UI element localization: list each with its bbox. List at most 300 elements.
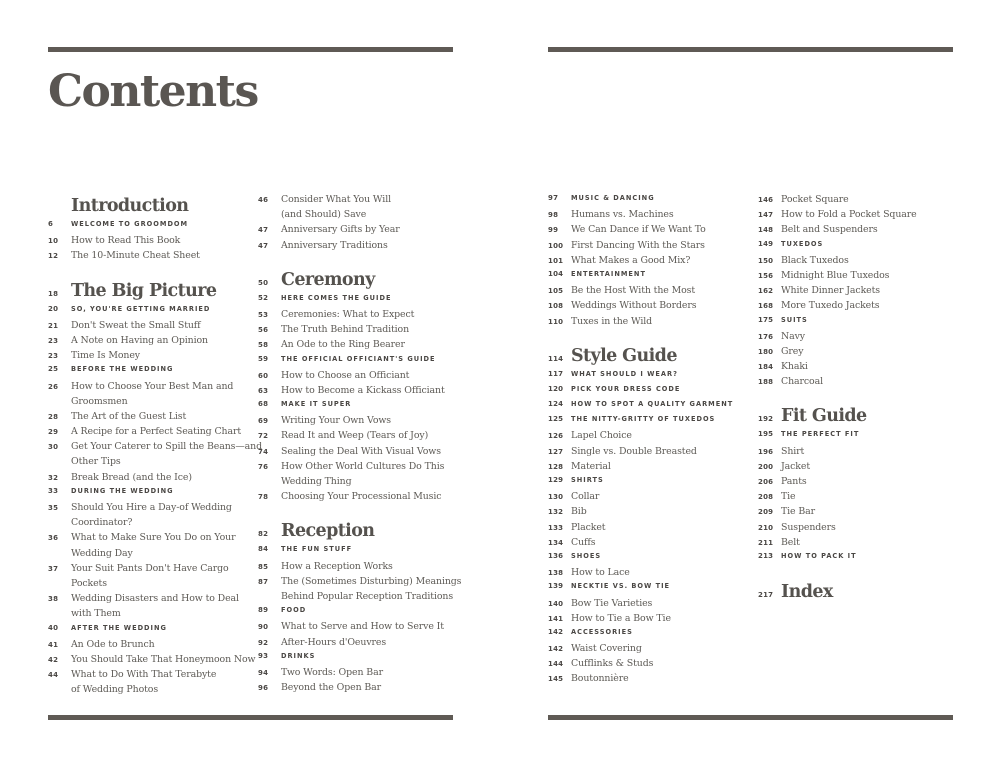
entry-title: HERE COMES THE GUIDE bbox=[281, 293, 392, 302]
entry-title: Boutonnière bbox=[571, 673, 629, 685]
page-number: 25 bbox=[48, 365, 59, 374]
page-number: 132 bbox=[548, 508, 564, 517]
toc-entry[interactable] bbox=[758, 461, 958, 476]
toc-entry[interactable] bbox=[258, 621, 458, 636]
entry-title: Navy bbox=[781, 330, 805, 342]
page-number: 105 bbox=[548, 287, 564, 296]
entry-title: PICK YOUR DRESS CODE bbox=[571, 384, 681, 393]
toc-entry[interactable] bbox=[548, 209, 748, 224]
page-number: 29 bbox=[48, 428, 59, 437]
entry-title: Suspenders bbox=[781, 521, 836, 533]
page-number: 6 bbox=[48, 220, 54, 228]
entry-title-continued: with Them bbox=[71, 608, 121, 620]
entry-title: Humans vs. Machines bbox=[571, 209, 674, 221]
toc-column-2 bbox=[258, 194, 462, 697]
toc-entry[interactable] bbox=[48, 669, 248, 684]
entry-title: Bib bbox=[571, 506, 587, 518]
page-number: 60 bbox=[258, 371, 269, 380]
entry-title: FOOD bbox=[281, 606, 307, 615]
toc-entry[interactable] bbox=[548, 598, 748, 613]
section-spacer bbox=[758, 567, 958, 582]
entry-title: NECKTIE VS. BOW TIE bbox=[571, 582, 671, 591]
page-number: 208 bbox=[758, 493, 774, 502]
entry-title: Pants bbox=[781, 476, 807, 487]
toc-entry[interactable] bbox=[258, 240, 458, 255]
toc-entry[interactable] bbox=[758, 255, 958, 270]
entry-title: Tuxes in the Wild bbox=[571, 315, 653, 327]
toc-entry[interactable] bbox=[48, 563, 248, 578]
toc-entry[interactable] bbox=[258, 415, 458, 430]
entry-title: Weddings Without Borders bbox=[571, 300, 697, 312]
page-number: 146 bbox=[758, 196, 774, 204]
page-number: 211 bbox=[758, 538, 774, 547]
toc-entry[interactable] bbox=[758, 209, 958, 224]
page-number: 38 bbox=[48, 595, 59, 604]
page-number: 114 bbox=[548, 354, 564, 363]
toc-entry[interactable] bbox=[548, 613, 748, 628]
entry-title: The (Sometimes Disturbing) Meanings bbox=[281, 575, 462, 587]
page-number: 23 bbox=[48, 352, 59, 361]
subsection-entry[interactable] bbox=[758, 552, 958, 567]
toc-entry[interactable] bbox=[48, 320, 248, 335]
toc-column-3 bbox=[548, 194, 748, 689]
section-title: Fit Guide bbox=[781, 406, 867, 427]
toc-entry[interactable] bbox=[548, 643, 748, 658]
subsection-entry[interactable] bbox=[548, 415, 748, 430]
toc-entry-continuation[interactable] bbox=[48, 548, 248, 563]
page-number: 184 bbox=[758, 363, 774, 372]
page-number: 149 bbox=[758, 239, 774, 248]
entry-title: A Note on Having an Opinion bbox=[71, 334, 208, 346]
page-number: 141 bbox=[548, 614, 564, 623]
toc-entry[interactable] bbox=[548, 240, 748, 255]
page-title: Contents bbox=[48, 66, 258, 117]
entry-title: Belt bbox=[781, 536, 800, 548]
page-number: 36 bbox=[48, 534, 59, 543]
entry-title: How to Lace bbox=[571, 567, 630, 579]
section-spacer bbox=[258, 255, 458, 270]
entry-title: First Dancing With the Stars bbox=[571, 239, 705, 251]
page-number: 47 bbox=[258, 241, 269, 250]
page-number: 96 bbox=[258, 684, 269, 693]
toc-entry[interactable] bbox=[258, 491, 458, 506]
entry-title: SUITS bbox=[781, 315, 808, 324]
page-number: 92 bbox=[258, 638, 269, 647]
section-spacer bbox=[758, 391, 958, 406]
toc-entry[interactable] bbox=[758, 446, 958, 461]
toc-entry[interactable] bbox=[548, 446, 748, 461]
subsection-entry[interactable] bbox=[258, 355, 458, 370]
entry-title: What to Make Sure You Do on Your bbox=[71, 532, 236, 544]
subsection-entry[interactable] bbox=[48, 220, 248, 235]
section-spacer bbox=[48, 266, 248, 281]
entry-title: THE OFFICIAL OFFICIANT'S GUIDE bbox=[281, 354, 436, 363]
entry-title: MUSIC & DANCING bbox=[571, 194, 655, 202]
toc-entry[interactable] bbox=[548, 673, 748, 688]
section-title: The Big Picture bbox=[71, 280, 217, 301]
entry-title: We Can Dance if We Want To bbox=[571, 224, 706, 236]
page-number: 188 bbox=[758, 378, 774, 387]
page-number: 85 bbox=[258, 562, 269, 571]
subsection-entry[interactable] bbox=[258, 545, 458, 560]
page-number: 195 bbox=[758, 430, 774, 439]
page-number: 136 bbox=[548, 551, 564, 560]
entry-title: The Art of the Guest List bbox=[71, 410, 187, 422]
entry-title: Be the Host With the Most bbox=[571, 285, 696, 297]
subsection-entry[interactable] bbox=[758, 430, 958, 445]
entry-title: AFTER THE WEDDING bbox=[71, 623, 167, 632]
page-number: 145 bbox=[548, 675, 564, 684]
page-number: 53 bbox=[258, 310, 269, 319]
section-heading[interactable] bbox=[758, 406, 958, 430]
subsection-entry[interactable] bbox=[258, 400, 458, 415]
toc-entry[interactable] bbox=[758, 522, 958, 537]
entry-title: How to Tie a Bow Tie bbox=[571, 612, 671, 624]
page-number: 144 bbox=[548, 660, 564, 669]
toc-entry[interactable] bbox=[48, 593, 248, 608]
page-number: 30 bbox=[48, 443, 59, 452]
page-number: 162 bbox=[758, 287, 774, 296]
page-number: 140 bbox=[548, 599, 564, 608]
entry-title: HOW TO SPOT A QUALITY GARMENT bbox=[571, 400, 734, 409]
entry-title: Material bbox=[571, 460, 611, 472]
toc-entry[interactable] bbox=[758, 270, 958, 285]
toc-entry[interactable] bbox=[48, 235, 248, 250]
entry-title: Your Suit Pants Don't Have Cargo bbox=[71, 562, 229, 574]
page-number: 47 bbox=[258, 226, 269, 235]
page-number: 120 bbox=[548, 384, 564, 393]
page-number: 42 bbox=[48, 655, 59, 664]
page-number: 99 bbox=[548, 226, 559, 235]
entry-title: Charcoal bbox=[781, 376, 823, 388]
entry-title: An Ode to the Ring Bearer bbox=[281, 339, 405, 351]
page-number: 93 bbox=[258, 651, 269, 660]
subsection-entry[interactable] bbox=[258, 294, 458, 309]
entry-title: Beyond the Open Bar bbox=[281, 682, 382, 694]
entry-title: Wedding Disasters and How to Deal bbox=[71, 593, 239, 605]
toc-entry[interactable] bbox=[48, 426, 248, 441]
toc-entry[interactable] bbox=[48, 335, 248, 350]
entry-title-continued: Other Tips bbox=[71, 456, 121, 468]
entry-title: BEFORE THE WEDDING bbox=[71, 365, 174, 374]
toc-entry[interactable] bbox=[548, 224, 748, 239]
toc-entry[interactable] bbox=[258, 385, 458, 400]
entry-title: Cufflinks & Studs bbox=[571, 658, 654, 670]
toc-entry-continuation[interactable] bbox=[48, 684, 248, 699]
entry-title: What to Do With That Terabyte bbox=[71, 669, 217, 681]
toc-entry[interactable] bbox=[548, 506, 748, 521]
entry-title: SHIRTS bbox=[571, 476, 604, 484]
toc-entry[interactable] bbox=[48, 250, 248, 265]
entry-title: Single vs. Double Breasted bbox=[571, 445, 697, 457]
toc-entry[interactable] bbox=[258, 682, 458, 697]
page-number: 46 bbox=[258, 196, 269, 204]
entry-title: How to Read This Book bbox=[71, 235, 181, 247]
toc-entry[interactable] bbox=[758, 506, 958, 521]
page-number: 98 bbox=[548, 211, 559, 220]
toc-entry-continuation[interactable] bbox=[48, 608, 248, 623]
toc-entry[interactable] bbox=[758, 194, 958, 209]
subsection-entry[interactable] bbox=[758, 240, 958, 255]
entry-title: Ceremonies: What to Expect bbox=[281, 308, 415, 320]
page-number: 133 bbox=[548, 523, 564, 532]
entry-title-continued: Groomsmen bbox=[71, 395, 128, 407]
page-number: 28 bbox=[48, 412, 59, 421]
page-number: 89 bbox=[258, 606, 269, 615]
page-number: 74 bbox=[258, 447, 269, 456]
entry-title: Get Your Caterer to Spill the Beans—and bbox=[71, 441, 262, 453]
entry-title: White Dinner Jackets bbox=[781, 285, 880, 297]
section-title: Index bbox=[781, 582, 833, 603]
toc-entry-continuation[interactable] bbox=[48, 578, 248, 593]
page-number: 134 bbox=[548, 538, 564, 547]
entry-title: Khaki bbox=[781, 361, 808, 373]
bottom-rule-right bbox=[548, 715, 953, 720]
toc-entry[interactable] bbox=[48, 350, 248, 365]
section-heading[interactable] bbox=[548, 346, 748, 370]
page-number: 37 bbox=[48, 564, 59, 573]
page-number: 126 bbox=[548, 432, 564, 441]
subsection-entry[interactable] bbox=[258, 606, 458, 621]
subsection-entry[interactable] bbox=[548, 552, 748, 567]
entry-title: Lapel Choice bbox=[571, 430, 632, 442]
page-number: 175 bbox=[758, 315, 774, 324]
toc-entry[interactable] bbox=[48, 472, 248, 487]
toc-entry[interactable] bbox=[48, 532, 248, 547]
entry-title: How Other World Cultures Do This bbox=[281, 460, 445, 472]
toc-entry[interactable] bbox=[758, 476, 958, 491]
page-number: 63 bbox=[258, 386, 269, 395]
subsection-entry[interactable] bbox=[48, 305, 248, 320]
toc-entry[interactable] bbox=[48, 381, 248, 396]
toc-entry[interactable] bbox=[758, 285, 958, 300]
toc-entry[interactable] bbox=[758, 300, 958, 315]
toc-entry[interactable] bbox=[258, 309, 458, 324]
page-number: 41 bbox=[48, 640, 59, 649]
entry-title: THE NITTY-GRITTY OF TUXEDOS bbox=[571, 415, 716, 424]
entry-title: Sealing the Deal With Visual Vows bbox=[281, 445, 441, 457]
section-heading[interactable] bbox=[258, 521, 458, 545]
toc-entry[interactable] bbox=[258, 224, 458, 239]
toc-entry[interactable] bbox=[258, 324, 458, 339]
subsection-entry[interactable] bbox=[548, 628, 748, 643]
page-number: 50 bbox=[258, 278, 269, 287]
page-number: 142 bbox=[548, 627, 564, 636]
entry-title: Pocket Square bbox=[781, 194, 849, 205]
subsection-entry[interactable] bbox=[548, 582, 748, 597]
page-number: 139 bbox=[548, 582, 564, 591]
entry-title: The 10-Minute Cheat Sheet bbox=[71, 250, 200, 262]
entry-title: Time Is Money bbox=[71, 350, 140, 362]
subsection-entry[interactable] bbox=[548, 476, 748, 491]
page-number: 100 bbox=[548, 241, 564, 250]
toc-entry[interactable] bbox=[258, 370, 458, 385]
page-number: 20 bbox=[48, 304, 59, 313]
toc-entry-continuation[interactable] bbox=[48, 456, 248, 471]
entry-title: Tie bbox=[781, 491, 796, 503]
page-number: 52 bbox=[258, 293, 269, 302]
entry-title: Choosing Your Processional Music bbox=[281, 491, 442, 503]
toc-entry[interactable] bbox=[258, 194, 458, 209]
entry-title: HOW TO PACK IT bbox=[781, 551, 857, 560]
bottom-rule-left bbox=[48, 715, 453, 720]
section-heading[interactable] bbox=[258, 270, 458, 294]
entry-title: What to Serve and How to Serve It bbox=[281, 621, 444, 633]
toc-entry[interactable] bbox=[758, 331, 958, 346]
section-title: Ceremony bbox=[281, 269, 375, 290]
toc-column-4 bbox=[758, 194, 958, 606]
entry-title: Jacket bbox=[781, 460, 810, 472]
subsection-entry[interactable] bbox=[548, 194, 748, 209]
section-spacer bbox=[258, 506, 458, 521]
subsection-entry[interactable] bbox=[48, 365, 248, 380]
page-number: 125 bbox=[548, 415, 564, 424]
page-number: 176 bbox=[758, 332, 774, 341]
toc-entry[interactable] bbox=[548, 285, 748, 300]
toc-entry[interactable] bbox=[548, 522, 748, 537]
page-number: 156 bbox=[758, 271, 774, 280]
page-number: 18 bbox=[48, 289, 59, 298]
toc-entry-continuation[interactable] bbox=[48, 517, 248, 532]
toc-entry[interactable] bbox=[758, 361, 958, 376]
toc-entry[interactable] bbox=[548, 537, 748, 552]
toc-entry[interactable] bbox=[48, 639, 248, 654]
subsection-entry[interactable] bbox=[548, 385, 748, 400]
page-number: 192 bbox=[758, 415, 774, 424]
toc-entry[interactable] bbox=[548, 300, 748, 315]
entry-title: Anniversary Gifts by Year bbox=[281, 224, 400, 236]
toc-entry[interactable] bbox=[758, 537, 958, 552]
page-number: 72 bbox=[258, 432, 269, 441]
entry-title: Collar bbox=[571, 491, 600, 503]
section-spacer bbox=[548, 331, 748, 346]
toc-entry[interactable] bbox=[548, 255, 748, 270]
page-number: 59 bbox=[258, 354, 269, 363]
toc-entry[interactable] bbox=[48, 411, 248, 426]
subsection-entry[interactable] bbox=[548, 400, 748, 415]
page-number: 180 bbox=[758, 347, 774, 356]
entry-title: Read It and Weep (Tears of Joy) bbox=[281, 430, 429, 442]
page-number: 33 bbox=[48, 486, 59, 495]
page-number: 10 bbox=[48, 237, 59, 246]
entry-title: MAKE IT SUPER bbox=[281, 400, 352, 409]
toc-entry[interactable] bbox=[48, 502, 248, 517]
toc-entry[interactable] bbox=[48, 653, 256, 669]
section-title: Reception bbox=[281, 521, 375, 542]
toc-entry-continuation[interactable] bbox=[48, 396, 248, 411]
toc-entry[interactable] bbox=[548, 567, 748, 582]
section-heading[interactable] bbox=[758, 582, 958, 606]
toc-entry[interactable] bbox=[758, 376, 958, 391]
toc-entry[interactable] bbox=[548, 658, 748, 673]
entry-title: WHAT SHOULD I WEAR? bbox=[571, 369, 678, 378]
page-number: 110 bbox=[548, 317, 564, 326]
entry-title: How to Choose Your Best Man and bbox=[71, 380, 234, 392]
section-heading[interactable] bbox=[48, 196, 248, 220]
toc-entry[interactable] bbox=[758, 346, 958, 361]
entry-title: Midnight Blue Tuxedos bbox=[781, 269, 890, 281]
entry-title: You Should Take That Honeymoon Now bbox=[71, 653, 256, 665]
entry-title: How to Fold a Pocket Square bbox=[781, 209, 917, 221]
toc-entry-continuation[interactable] bbox=[258, 591, 458, 606]
entry-title: THE FUN STUFF bbox=[281, 545, 353, 554]
page-number: 84 bbox=[258, 545, 269, 554]
toc-entry[interactable] bbox=[758, 491, 958, 506]
toc-entry[interactable] bbox=[258, 430, 458, 445]
page-number: 147 bbox=[758, 211, 774, 220]
subsection-entry[interactable] bbox=[48, 624, 248, 639]
toc-entry[interactable] bbox=[258, 667, 458, 682]
entry-title: Writing Your Own Vows bbox=[281, 415, 392, 427]
subsection-entry[interactable] bbox=[548, 370, 748, 385]
page-number: 12 bbox=[48, 252, 59, 261]
toc-entry[interactable] bbox=[258, 637, 458, 652]
entry-title: How to Choose an Officiant bbox=[281, 369, 410, 381]
entry-title-continued: Wedding Thing bbox=[281, 476, 352, 487]
subsection-entry[interactable] bbox=[758, 316, 958, 331]
toc-entry[interactable] bbox=[48, 441, 262, 456]
page-number: 104 bbox=[548, 269, 564, 278]
page-number: 108 bbox=[548, 302, 564, 311]
entry-title: Grey bbox=[781, 345, 804, 357]
toc-entry-continuation[interactable] bbox=[258, 209, 458, 224]
page-number: 168 bbox=[758, 302, 774, 311]
toc-entry[interactable] bbox=[758, 224, 958, 239]
page-number: 76 bbox=[258, 462, 269, 471]
toc-entry[interactable] bbox=[258, 561, 458, 576]
section-title: Style Guide bbox=[571, 345, 677, 366]
section-title: Introduction bbox=[71, 196, 189, 216]
page-number: 138 bbox=[548, 569, 564, 578]
toc-entry[interactable] bbox=[548, 461, 748, 476]
page-number: 21 bbox=[48, 321, 59, 330]
toc-entry-continuation[interactable] bbox=[258, 476, 458, 491]
entry-title: Black Tuxedos bbox=[781, 254, 849, 266]
page-number: 210 bbox=[758, 523, 774, 532]
toc-entry[interactable] bbox=[258, 575, 462, 591]
page-number: 128 bbox=[548, 462, 564, 471]
entry-title: An Ode to Brunch bbox=[71, 638, 155, 650]
toc-entry[interactable] bbox=[258, 461, 458, 476]
subsection-entry[interactable] bbox=[48, 487, 248, 502]
entry-title: How to Become a Kickass Officiant bbox=[281, 384, 445, 396]
page-number: 44 bbox=[48, 671, 59, 680]
section-heading[interactable] bbox=[48, 281, 248, 305]
page-number: 213 bbox=[758, 551, 774, 560]
toc-entry[interactable] bbox=[548, 491, 748, 506]
entry-title: How a Reception Works bbox=[281, 560, 393, 572]
page-number: 23 bbox=[48, 336, 59, 345]
entry-title: Belt and Suspenders bbox=[781, 224, 878, 236]
toc-entry[interactable] bbox=[548, 430, 748, 445]
page-number: 32 bbox=[48, 473, 59, 482]
toc-entry[interactable] bbox=[548, 316, 748, 331]
page-number: 200 bbox=[758, 462, 774, 471]
subsection-entry[interactable] bbox=[258, 652, 458, 667]
entry-title: Cuffs bbox=[571, 536, 596, 548]
entry-title: WELCOME TO GROOMDOM bbox=[71, 220, 189, 228]
page-number: 35 bbox=[48, 504, 59, 512]
page-number: 40 bbox=[48, 623, 59, 632]
page-number: 117 bbox=[548, 369, 564, 378]
entry-title: Two Words: Open Bar bbox=[281, 666, 383, 678]
top-rule-right bbox=[548, 47, 953, 52]
toc-entry[interactable] bbox=[258, 339, 458, 354]
entry-title-continued: of Wedding Photos bbox=[71, 684, 159, 696]
page-number: 78 bbox=[258, 493, 269, 502]
subsection-entry[interactable] bbox=[548, 270, 748, 285]
toc-entry[interactable] bbox=[258, 446, 458, 461]
